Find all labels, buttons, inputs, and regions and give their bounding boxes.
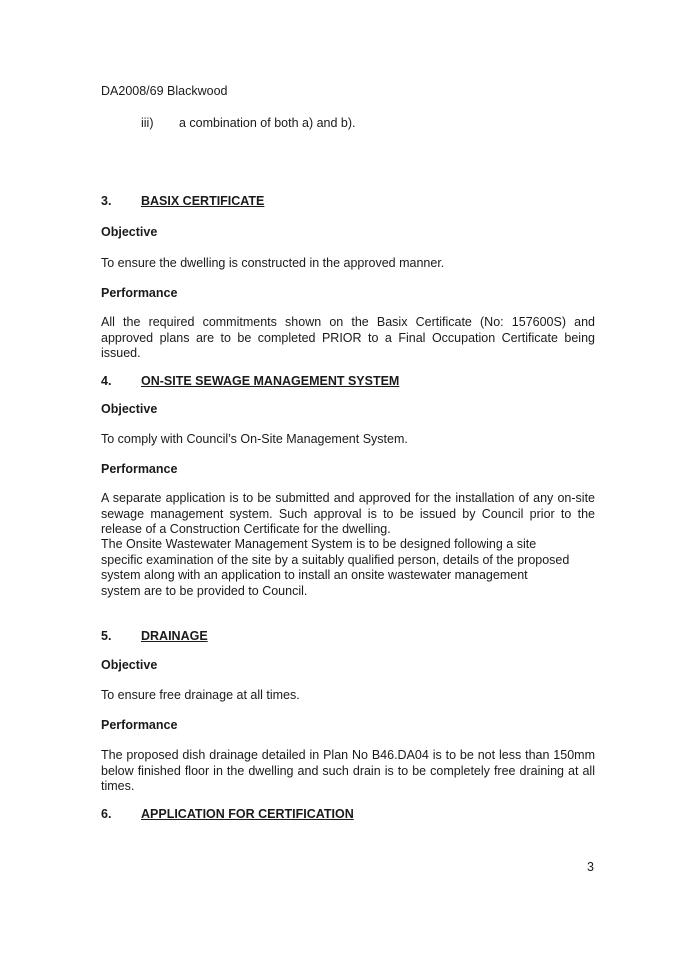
performance-text: The proposed dish drainage detailed in Plan No B46.DA04 is to be not less than 150mm below finished floor in the dwelling and such drain is to be completely free draining at all times. [101, 748, 595, 793]
section-number: 4. [101, 374, 112, 388]
list-item-marker: iii) [141, 116, 154, 130]
performance-text: All the required commitments shown on the Basix Certificate (No: 157600S) and approved plans are to be completed PRIOR to a Final Occupation Certificate being issued. [101, 315, 595, 360]
objective-heading: Objective [101, 225, 158, 239]
objective-heading: Objective [101, 402, 158, 416]
list-item-text: a combination of both a) and b). [179, 116, 356, 130]
text-line: specific examination of the site by a suitably qualified person, details of the proposed [101, 552, 570, 567]
text-line: system are to be provided to Council. [101, 583, 308, 598]
page-number: 3 [587, 860, 594, 874]
objective-text: To comply with Council’s On-Site Management System. [101, 432, 408, 446]
section-title: ON-SITE SEWAGE MANAGEMENT SYSTEM [141, 374, 400, 388]
section-number: 6. [101, 807, 112, 821]
text-line: The Onsite Wastewater Management System is to be designed following a site [101, 537, 537, 551]
objective-heading: Objective [101, 658, 158, 672]
document-reference: DA2008/69 Blackwood [101, 84, 228, 98]
text-line: system along with an application to install an onsite wastewater management [101, 568, 528, 582]
section-number: 3. [101, 194, 112, 208]
objective-text: To ensure free drainage at all times. [101, 688, 300, 702]
performance-text-continued [101, 537, 595, 599]
objective-text: To ensure the dwelling is constructed in the approved manner. [101, 256, 445, 270]
section-title: DRAINAGE [141, 629, 208, 643]
section-title: APPLICATION FOR CERTIFICATION [141, 807, 354, 821]
performance-text: A separate application is to be submitted and approved for the installation of any on-site sewage management system. Such approval is to be issued by Council prior to the release of a Construction Certificate for the dwelling. [101, 491, 595, 536]
performance-heading: Performance [101, 718, 178, 732]
section-title: BASIX CERTIFICATE [141, 194, 265, 208]
performance-heading: Performance [101, 286, 178, 300]
section-number: 5. [101, 629, 112, 643]
performance-heading: Performance [101, 462, 178, 476]
